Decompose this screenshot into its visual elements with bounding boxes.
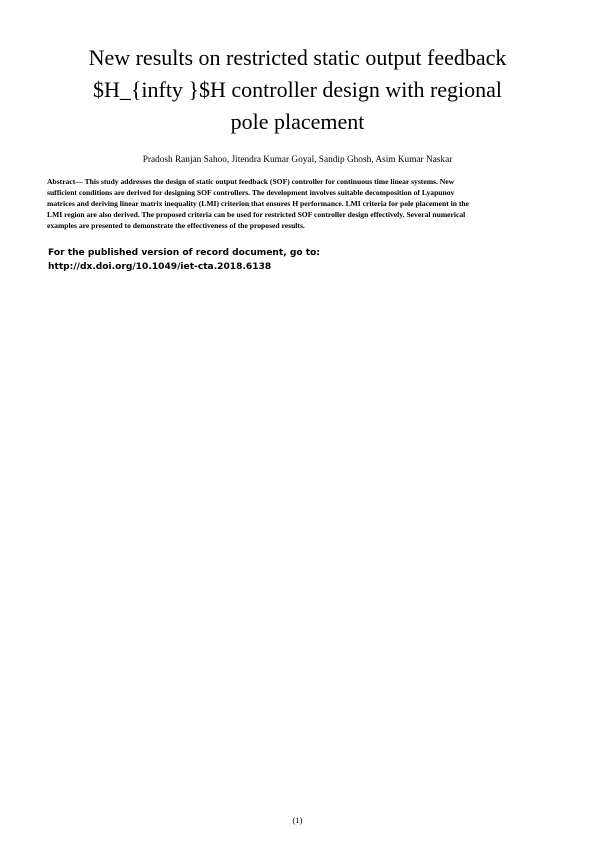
- author-list: Pradosh Ranjan Sahoo, Jitendra Kumar Goyal, Sandip Ghosh, Asim Kumar Naskar: [142, 155, 453, 165]
- published-version-note: [48, 246, 548, 274]
- title-line: pole placement: [230, 109, 365, 134]
- published-version-text: For the published version of record document, go to:: [48, 248, 321, 258]
- paper-title: [40, 42, 555, 138]
- title-line: New results on restricted static output feedback: [88, 45, 507, 70]
- abstract-line: Abstract— This study addresses the design of static output feedback (SOF) controller for continuous time linear systems. New: [47, 177, 455, 186]
- abstract: [47, 176, 551, 231]
- abstract-line: examples are presented to demonstrate the effectiveness of the proposed results.: [47, 221, 305, 230]
- abstract-line: sufficient conditions are derived for designing SOF controllers. The development involves suitable decomposition of Lyapunov: [47, 188, 455, 197]
- abstract-line: matrices and deriving linear matrix inequality (LMI) criterion that ensures H performance. LMI criteria for pole placement in the: [47, 199, 470, 208]
- abstract-line: LMI region are also derived. The proposed criteria can be used for restricted SOF controller design effectively. Several numerical: [47, 210, 466, 219]
- title-line: $H_{infty }$H controller design with regional: [92, 77, 503, 102]
- doi-link[interactable]: http://dx.doi.org/10.1049/iet-cta.2018.6138: [48, 262, 272, 272]
- page-number: (1): [292, 815, 303, 825]
